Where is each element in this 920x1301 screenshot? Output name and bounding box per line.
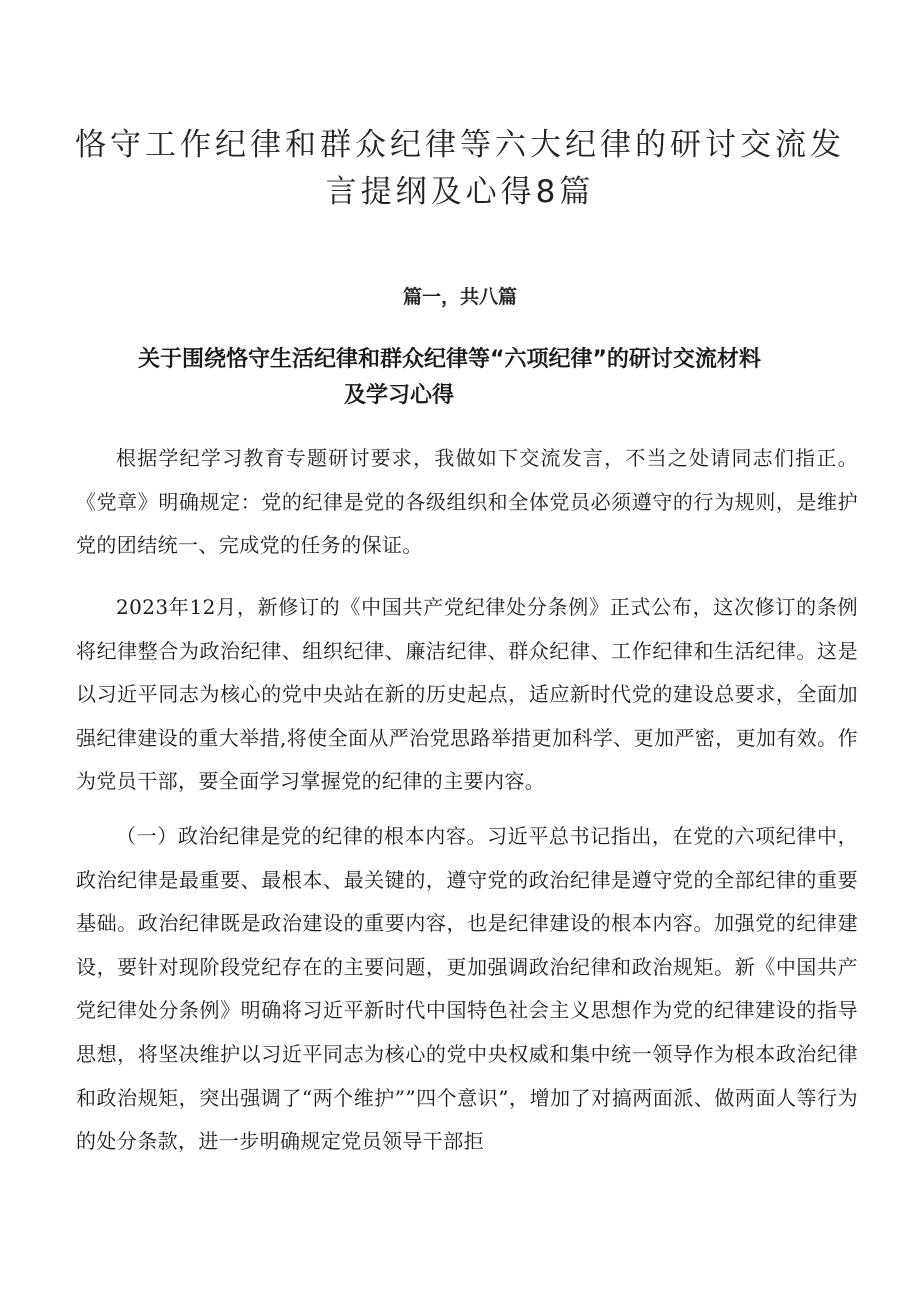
section-label: 篇一，共八篇 [402,286,517,308]
paragraph-regulation: 2023年12月，新修订的《中国共产党纪律处分条例》正式公布，这次修订的条例将纪律整合为政治纪律、组织纪律、廉洁纪律、群众纪律、工作纪律和生活纪律。这是以习近平同志为核心的党中央站在新的历史起点，适应新时代党的建设总要求，全面加强纪律建设的重大举措,将使全面从严治党思路举措更加科学、更加严密，更加有效。作为党员干部，要全面学习掌握党的纪律的主要内容。 [76,595,858,794]
article-subtitle-line-1: 关于围绕恪守生活纪律和群众纪律等“六项纪律”的研讨交流材料 [138,347,761,372]
paragraph-political-discipline: （一）政治纪律是党的纪律的根本内容。习近平总书记指出，在党的六项纪律中，政治纪律是最重要、最根本、最关键的，遵守党的政治纪律是遵守党的全部纪律的重要基础。政治纪律既是政治建设的重要内容，也是纪律建设的根本内容。加强党的纪律建设，要针对现阶段党纪存在的主要问题，更加强调政治纪律和政治规矩。新《中国共产党纪律处分条例》明确将习近平新时代中国特色社会主义思想作为党的纪律建设的指导思想，将坚决维护以习近平同志为核心的党中央权威和集中统一领导作为根本政治纪律和政治规矩，突出强调了“两个维护””四个意识”，增加了对搞两面派、做两面人等行为的处分条款，进一步明确规定党员领导干部拒 [76,824,858,1154]
article-subtitle-line-2: 及学习心得 [344,383,455,408]
article-subtitle [138,342,878,414]
paragraph-intro: 根据学纪学习教育专题研讨要求，我做如下交流发言，不当之处请同志们指正。《党章》明确规定：党的纪律是党的各级组织和全体党员必须遵守的行为规则，是维护党的团结统一、完成党的任务的保证。 [76,446,858,558]
document-title: 恪守工作纪律和群众纪律等六大纪律的研讨交流发言提纲及心得8篇 [75,127,845,210]
